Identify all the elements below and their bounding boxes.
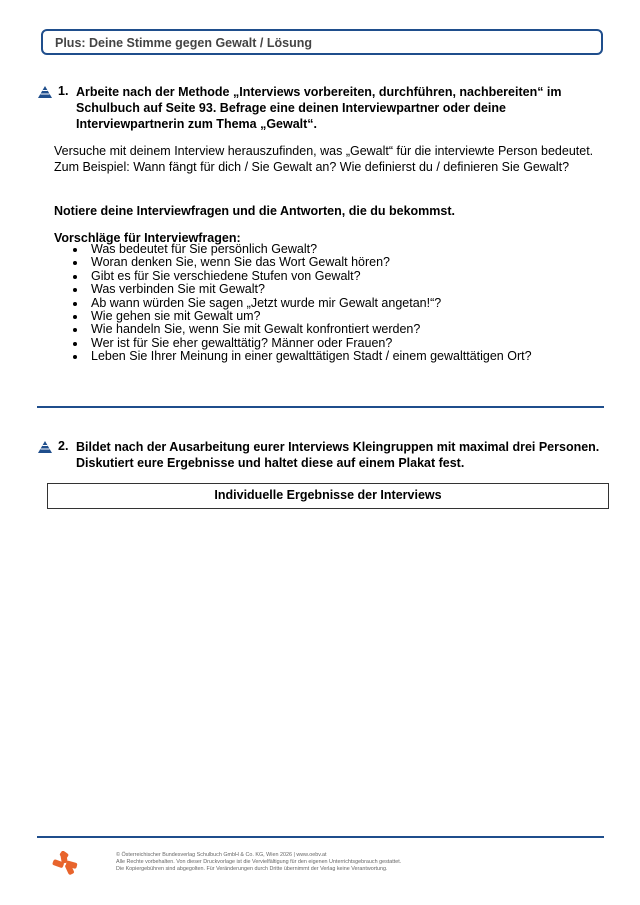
list-item: Wie gehen sie mit Gewalt um? — [72, 310, 532, 323]
results-box — [47, 483, 609, 509]
list-item: Leben Sie Ihrer Meinung in einer gewalttätigen Stadt / einem gewalttätigen Ort? — [72, 350, 532, 363]
footer-line: Die Kopiergebühren sind abgegolten. Für Veränderungen durch Dritte übernimmt der Verlag keine Verantwortung. — [116, 866, 388, 872]
task-number: 1. — [58, 84, 69, 98]
triangle-level-icon — [38, 441, 52, 453]
footer-line: Alle Rechte vorbehalten. Von dieser Druckvorlage ist die Vervielfältigung für den eigenen Unterrichtsgebrauch gestattet. — [116, 859, 402, 865]
list-item: Woran denken Sie, wenn Sie das Wort Gewalt hören? — [72, 256, 532, 269]
header-box — [41, 29, 603, 55]
footer-divider — [37, 836, 604, 838]
results-title: Individuelle Ergebnisse der Interviews — [214, 488, 442, 502]
list-item: Wer ist für Sie eher gewalttätig? Männer oder Frauen? — [72, 337, 532, 350]
task-number: 2. — [58, 439, 69, 453]
questions-list — [72, 243, 532, 364]
footer-line: © Österreichischer Bundesverlag Schulbuch GmbH & Co. KG, Wien 2026 | www.oebv.at — [116, 852, 327, 858]
task-description: Versuche mit deinem Interview herauszufinden, was „Gewalt“ für die interviewte Person bedeutet. Zum Beispiel: Wann fängt für dich / Sie Gewalt an? Wie definierst du / definieren Sie Gewalt? — [54, 144, 594, 174]
questions-heading: Vorschläge für Interviewfragen: — [54, 231, 241, 245]
publisher-logo — [52, 851, 78, 877]
task-note: Notiere deine Interviewfragen und die Antworten, die du bekommst. — [54, 204, 455, 218]
page-title: Plus: Deine Stimme gegen Gewalt / Lösung — [55, 36, 312, 50]
task-instruction: Bildet nach der Ausarbeitung eurer Interviews Kleingruppen mit maximal drei Personen. Diskutiert eure Ergebnisse und haltet diese auf einem Plakat fest. — [76, 440, 600, 470]
triangle-level-icon — [38, 86, 52, 98]
section-divider — [37, 406, 604, 408]
list-item: Gibt es für Sie verschiedene Stufen von Gewalt? — [72, 270, 532, 283]
task-instruction: Arbeite nach der Methode „Interviews vorbereiten, durchführen, nachbereiten“ im Schulbuch auf Seite 93. Befrage eine deinen Interviewpartner oder deine Interviewpartnerin zum Thema „Gewalt“. — [76, 85, 562, 131]
list-item: Ab wann würden Sie sagen „Jetzt wurde mir Gewalt angetan!“? — [72, 297, 532, 310]
list-item: Was verbinden Sie mit Gewalt? — [72, 283, 532, 296]
footer-copyright — [116, 852, 496, 873]
list-item: Was bedeutet für Sie persönlich Gewalt? — [72, 243, 532, 256]
list-item: Wie handeln Sie, wenn Sie mit Gewalt konfrontiert werden? — [72, 323, 532, 336]
